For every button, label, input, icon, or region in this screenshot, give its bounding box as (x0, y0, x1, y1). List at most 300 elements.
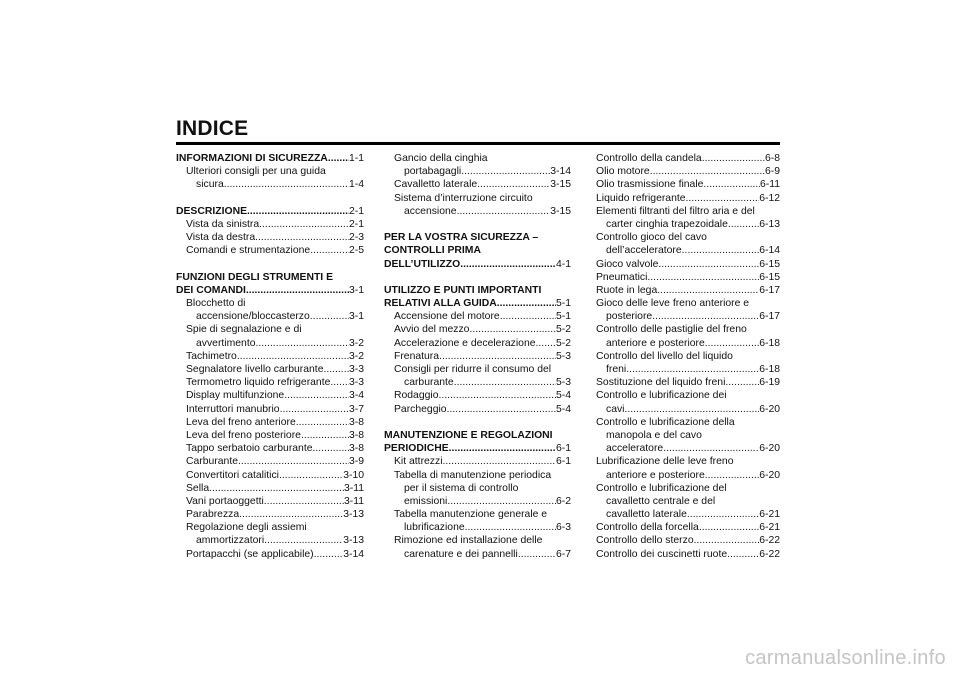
toc-entry-text: avvertimento (196, 337, 256, 349)
toc-section-heading (384, 429, 571, 442)
toc-entry-text: Display multifunzione (186, 390, 285, 402)
toc-entry (384, 152, 571, 165)
toc-page-number: 3-2 (348, 337, 364, 349)
toc-page-number: 3-3 (348, 377, 364, 389)
toc-entry (596, 244, 780, 257)
toc-entry-text: Gancio della cinghia (394, 153, 488, 164)
toc-entry-text: RELATIVI ALLA GUIDA (384, 298, 497, 310)
toc-entry (176, 508, 364, 521)
toc-entry-text: PERIODICHE (384, 443, 449, 455)
toc-leader-dots (209, 482, 344, 495)
toc-entry-text: Segnalatore livello carburante (186, 364, 324, 375)
toc-section-heading (384, 284, 571, 297)
toc-entry-text: freni (606, 364, 627, 375)
toc-entry (384, 310, 571, 323)
toc-entry (384, 323, 571, 336)
toc-spacer (176, 258, 364, 271)
toc-entry-text: Vista da sinistra (186, 218, 260, 230)
toc-entry (384, 178, 571, 191)
toc-page-number: 5-4 (555, 390, 571, 402)
toc-entry (176, 455, 364, 468)
toc-entry (176, 376, 364, 389)
toc-page-number: 6-12 (759, 192, 780, 204)
toc-page-number: 6-20 (759, 443, 780, 455)
toc-page-number: 6-13 (759, 218, 780, 230)
toc-entry-text: Frenatura (394, 350, 440, 362)
toc-page-number: 6-15 (759, 258, 780, 270)
toc-entry (596, 548, 780, 561)
toc-entry-text: Spie di segnalazione e di (186, 324, 302, 336)
toc-leader-dots (313, 442, 349, 455)
toc-leader-dots (461, 165, 550, 178)
toc-leader-dots (238, 455, 349, 468)
toc-leader-dots (725, 376, 759, 389)
toc-section-heading (176, 205, 364, 218)
toc-page-number: 6-1 (555, 443, 571, 455)
toc-page-number: 6-9 (764, 166, 780, 178)
toc-entry-text: Regolazione degli assiemi (186, 522, 307, 534)
toc-page-number: 3-11 (343, 495, 364, 507)
toc-entry (384, 192, 571, 205)
toc-page-number: 3-4 (348, 390, 364, 402)
toc-entry-text: Lubrificazione delle leve freno (596, 456, 734, 468)
toc-entry-text: Tachimetro (186, 350, 237, 362)
toc-entry (176, 310, 364, 323)
toc-entry (596, 337, 780, 350)
toc-entry (384, 389, 571, 402)
toc-entry (176, 442, 364, 455)
toc-page-number: 5-1 (555, 311, 571, 323)
toc-leader-dots (699, 521, 759, 534)
toc-page-number: 4-1 (555, 258, 571, 270)
toc-leader-dots (314, 548, 344, 561)
toc-entry (384, 337, 571, 350)
toc-page-number: 6-17 (759, 311, 780, 323)
toc-page-number: 5-3 (555, 377, 571, 389)
toc-leader-dots (330, 376, 349, 389)
toc-entry (384, 165, 571, 178)
toc-entry-text: Portapacchi (se applicabile) (186, 548, 314, 560)
toc-page-number: 3-14 (550, 166, 571, 178)
toc-entry-text: Elementi filtranti del filtro aria e del (596, 205, 755, 217)
toc-entry-text: posteriore (606, 311, 653, 323)
toc-entry (176, 389, 364, 402)
toc-entry-text: DEI COMANDI (176, 284, 246, 296)
toc-leader-dots (323, 363, 348, 376)
toc-column-1 (176, 152, 364, 561)
toc-page-number: 3-1 (348, 311, 364, 323)
toc-column-2 (384, 152, 571, 561)
toc-entry-text: Interruttori manubrio (186, 403, 280, 415)
toc-entry (176, 469, 364, 482)
toc-entry (596, 521, 780, 534)
toc-leader-dots (264, 534, 343, 547)
toc-page-number: 3-14 (343, 548, 364, 560)
toc-spacer (384, 218, 571, 231)
toc-page-number: 3-8 (348, 443, 364, 455)
toc-entry (596, 297, 780, 310)
toc-page-number: 2-1 (348, 205, 364, 217)
toc-entry (596, 469, 780, 482)
toc-leader-dots (439, 389, 556, 402)
toc-entry-text: emissioni (404, 495, 448, 507)
toc-page-number: 6-2 (555, 495, 571, 507)
toc-entry (384, 495, 571, 508)
toc-leader-dots (703, 178, 760, 191)
toc-entry (384, 376, 571, 389)
toc-leader-dots (728, 218, 759, 231)
toc-entry-text: Kit attrezzi (394, 456, 443, 468)
toc-leader-dots (264, 495, 344, 508)
toc-page-number: 3-15 (550, 205, 571, 217)
toc-section-heading (176, 284, 364, 297)
toc-section-heading (384, 442, 571, 455)
toc-page-number: 5-4 (555, 403, 571, 415)
toc-entry (384, 455, 571, 468)
toc-entry-text: Ruote in lega (596, 284, 658, 296)
toc-page-number: 3-1 (348, 284, 364, 296)
toc-entry (596, 218, 780, 231)
toc-entry (384, 521, 571, 534)
toc-entry-text: Termometro liquido refrigerante (186, 377, 331, 389)
toc-entry (176, 363, 364, 376)
toc-entry (596, 192, 780, 205)
toc-entry-text: anteriore e posteriore (606, 469, 705, 481)
toc-entry (176, 482, 364, 495)
toc-page-number: 3-9 (348, 456, 364, 468)
toc-leader-dots (310, 244, 349, 257)
toc-entry (384, 482, 571, 495)
toc-page-number: 2-1 (348, 218, 364, 230)
toc-entry-text: Sella (186, 482, 210, 494)
toc-entry (384, 534, 571, 547)
toc-leader-dots (457, 205, 551, 218)
toc-page-number: 5-2 (555, 324, 571, 336)
toc-leader-dots (460, 258, 556, 271)
toc-page-number: 3-11 (343, 482, 364, 494)
toc-entry-text: carenature e dei pannelli (404, 548, 518, 560)
toc-page-number: 3-13 (343, 509, 364, 521)
toc-entry-text: Controllo gioco del cavo (596, 232, 707, 244)
toc-leader-dots (663, 442, 759, 455)
toc-entry-text: accensione (404, 205, 457, 217)
toc-leader-dots (727, 548, 759, 561)
toc-entry-text: ammortizzatori (196, 535, 265, 547)
toc-entry-text: Olio motore (596, 166, 650, 178)
toc-leader-dots (449, 442, 556, 455)
toc-entry-text: Vani portaoggetti (186, 495, 264, 507)
toc-entry-text: Parcheggio (394, 403, 447, 415)
toc-page-number: 3-15 (550, 179, 571, 191)
toc-page-number: 3-7 (348, 403, 364, 415)
toc-entry (596, 376, 780, 389)
toc-entry (596, 310, 780, 323)
toc-entry-text: Blocchetto di (186, 298, 246, 310)
toc-entry (384, 469, 571, 482)
toc-entry (596, 455, 780, 468)
toc-page-number: 5-1 (555, 298, 571, 310)
toc-entry (176, 429, 364, 442)
toc-entry (176, 403, 364, 416)
toc-entry (176, 178, 364, 191)
toc-entry (176, 495, 364, 508)
toc-entry (596, 534, 780, 547)
toc-entry (384, 508, 571, 521)
toc-page-number: 6-21 (759, 522, 780, 534)
toc-leader-dots (454, 376, 556, 389)
toc-entry (596, 205, 780, 218)
toc-entry-text: Gioco delle leve freno anteriore e (596, 298, 750, 310)
toc-entry (176, 231, 364, 244)
toc-entry (596, 508, 780, 521)
toc-leader-dots (705, 469, 759, 482)
toc-entry-text: DELL’UTILIZZO (384, 258, 461, 270)
toc-entry-text: DESCRIZIONE (176, 205, 248, 217)
toc-page-number: 6-18 (759, 337, 780, 349)
toc-entry-text: Pneumatici (596, 271, 648, 283)
toc-leader-dots (469, 323, 556, 336)
toc-page-number: 6-17 (759, 284, 780, 296)
toc-entry-text: Consigli per ridurre il consumo del (394, 364, 552, 375)
toc-leader-dots (686, 192, 760, 205)
toc-page-number: 6-3 (555, 522, 571, 534)
toc-entry (176, 323, 364, 336)
toc-entry (596, 231, 780, 244)
toc-entry-text: acceleratore (606, 443, 664, 455)
toc-entry-text: Liquido refrigerante (596, 192, 686, 204)
toc-leader-dots (465, 521, 556, 534)
toc-entry (176, 350, 364, 363)
toc-leader-dots (705, 337, 759, 350)
toc-leader-dots (280, 403, 349, 416)
toc-page-number: 5-2 (555, 337, 571, 349)
toc-entry (176, 416, 364, 429)
toc-page-number: 6-11 (759, 179, 780, 191)
toc-entry (596, 178, 780, 191)
toc-entry (596, 416, 780, 429)
toc-leader-dots (652, 310, 759, 323)
toc-spacer (384, 416, 571, 429)
toc-entry-text: INFORMAZIONI DI SICUREZZA (176, 153, 328, 164)
toc-section-heading (176, 271, 364, 284)
toc-entry-text: Cavalletto laterale (394, 179, 478, 191)
toc-entry-text: Vista da destra (186, 232, 256, 244)
toc-leader-dots (447, 403, 556, 416)
toc-entry-text: Carburante (186, 456, 238, 468)
toc-entry-text: cavi (606, 403, 625, 415)
toc-entry (596, 363, 780, 376)
toc-page-number: 3-13 (343, 535, 364, 547)
toc-entry-text: Controllo della forcella (596, 522, 699, 534)
toc-entry (596, 165, 780, 178)
toc-entry-text: Sistema d’interruzione circuito (394, 192, 533, 204)
toc-leader-dots (624, 403, 759, 416)
toc-leader-dots (682, 244, 760, 257)
toc-entry (596, 442, 780, 455)
toc-section-heading (384, 231, 571, 244)
toc-entry-text: Controllo della candela (596, 153, 702, 164)
toc-entry-text: Sostituzione del liquido freni (596, 377, 726, 389)
toc-entry (596, 323, 780, 336)
toc-entry (596, 389, 780, 402)
page-title: INDICE (176, 117, 249, 140)
toc-leader-dots (259, 218, 349, 231)
toc-entry-text: Leva del freno posteriore (186, 429, 301, 441)
toc-leader-dots (246, 284, 349, 297)
toc-entry (176, 297, 364, 310)
toc-leader-dots (255, 231, 349, 244)
toc-page-number: 6-20 (759, 469, 780, 481)
toc-page-number: 6-18 (759, 364, 780, 375)
toc-leader-dots (500, 310, 556, 323)
toc-entry-text: Tabella manutenzione generale e (394, 509, 548, 521)
toc-entry-text: lubrificazione (404, 522, 465, 534)
toc-entry-text: anteriore e posteriore (606, 337, 705, 349)
toc-page-number: 6-14 (759, 245, 780, 257)
toc-leader-dots (328, 152, 349, 165)
toc-page-number: 2-3 (348, 232, 364, 244)
toc-leader-dots (255, 337, 348, 350)
toc-leader-dots (239, 508, 343, 521)
toc-entry (176, 337, 364, 350)
toc-page-number: 6-8 (764, 153, 780, 164)
toc-page-number: 6-22 (759, 535, 780, 547)
toc-entry-text: sicura (196, 179, 224, 191)
toc-section-heading (384, 258, 571, 271)
toc-entry-text: Rodaggio (394, 390, 439, 402)
toc-entry (596, 271, 780, 284)
toc-entry (176, 244, 364, 257)
toc-page-number: 6-15 (759, 271, 780, 283)
title-rule (176, 142, 780, 145)
toc-entry-text: Comandi e strumentazione (186, 245, 311, 257)
toc-entry-text: Controllo e lubrificazione dei (596, 390, 727, 402)
toc-entry (596, 284, 780, 297)
toc-entry (384, 363, 571, 376)
toc-entry-text: Controllo delle pastiglie del freno (596, 324, 747, 336)
toc-page-number: 2-5 (348, 245, 364, 257)
toc-page-number: 6-19 (759, 377, 780, 389)
toc-page-number: 1-1 (348, 153, 364, 164)
toc-entry-text: cavalletto laterale (606, 509, 687, 521)
toc-entry-text: dell’acceleratore (606, 245, 682, 257)
toc-page-number: 3-8 (348, 416, 364, 428)
toc-entry-text: carter cinghia trapezoidale (606, 218, 728, 230)
toc-entry (384, 205, 571, 218)
toc-page-number: 3-10 (343, 469, 364, 481)
toc-entry (176, 165, 364, 178)
toc-entry-text: accensione/bloccasterzo (196, 311, 310, 323)
toc-entry-text: Convertitori catalitici (186, 469, 279, 481)
toc-entry-text: Accensione del motore (394, 311, 500, 323)
toc-entry-text: Ulteriori consigli per una guida (186, 166, 326, 178)
toc-leader-dots (301, 429, 349, 442)
toc-section-heading (384, 297, 571, 310)
toc-entry-text: Rimozione ed installazione delle (394, 535, 543, 547)
toc-entry (384, 350, 571, 363)
toc-entry-text: UTILIZZO E PUNTI IMPORTANTI (384, 284, 542, 296)
toc-leader-dots (518, 548, 556, 561)
toc-entry-text: Parabrezza (186, 509, 240, 521)
toc-page-number: 3-2 (348, 350, 364, 362)
toc-leader-dots (310, 310, 349, 323)
toc-entry (176, 548, 364, 561)
toc-leader-dots (497, 297, 556, 310)
toc-entry (176, 534, 364, 547)
toc-leader-dots (694, 534, 760, 547)
toc-leader-dots (536, 337, 556, 350)
toc-page-number: 6-21 (759, 509, 780, 521)
toc-leader-dots (447, 495, 556, 508)
toc-entry-text: FUNZIONI DEGLI STRUMENTI E (176, 271, 334, 283)
toc-leader-dots (658, 258, 759, 271)
toc-leader-dots (224, 178, 349, 191)
toc-entry-text: Controllo del livello del liquido (596, 350, 733, 362)
toc-entry-text: PER LA VOSTRA SICUREZZA – (384, 232, 539, 244)
toc-entry (596, 482, 780, 495)
toc-entry-text: Leva del freno anteriore (186, 416, 296, 428)
toc-entry-text: portabagagli (404, 166, 462, 178)
toc-entry-text: Olio trasmissione finale (596, 179, 704, 191)
toc-page-number: 1-4 (348, 179, 364, 191)
toc-leader-dots (647, 271, 759, 284)
toc-entry-text: Gioco valvole (596, 258, 659, 270)
toc-leader-dots (237, 350, 349, 363)
toc-entry (596, 152, 780, 165)
toc-page-number: 3-3 (348, 364, 364, 375)
watermark: carmanualsonline.info (745, 647, 946, 669)
toc-entry (384, 548, 571, 561)
toc-entry-text: Tappo serbatoio carburante (186, 443, 313, 455)
toc-entry (176, 218, 364, 231)
toc-entry (596, 429, 780, 442)
toc-entry-text: Accelerazione e decelerazione (394, 337, 536, 349)
toc-leader-dots (626, 363, 759, 376)
toc-leader-dots (296, 416, 349, 429)
toc-leader-dots (657, 284, 759, 297)
toc-entry (596, 350, 780, 363)
toc-entry-text: MANUTENZIONE E REGOLAZIONI (384, 429, 553, 441)
toc-leader-dots (477, 178, 550, 191)
toc-entry (176, 521, 364, 534)
toc-entry (596, 403, 780, 416)
toc-entry-text: cavalletto centrale e del (606, 495, 716, 507)
toc-leader-dots (439, 350, 556, 363)
toc-entry (384, 403, 571, 416)
toc-entry-text: CONTROLLI PRIMA (384, 245, 481, 257)
toc-entry-text: Tabella di manutenzione periodica (394, 469, 552, 481)
toc-entry-text: manopola e del cavo (606, 429, 702, 441)
toc-leader-dots (650, 165, 765, 178)
toc-entry-text: per il sistema di controllo (404, 482, 519, 494)
toc-entry (596, 495, 780, 508)
toc-spacer (176, 192, 364, 205)
toc-entry-text: Controllo dei cuscinetti ruote (596, 548, 728, 560)
toc-page-number: 6-20 (759, 403, 780, 415)
toc-entry (596, 258, 780, 271)
toc-entry-text: Avvio del mezzo (394, 324, 470, 336)
toc-leader-dots (279, 469, 343, 482)
toc-leader-dots (687, 508, 759, 521)
toc-page-number: 6-22 (759, 548, 780, 560)
toc-page-number: 3-8 (348, 429, 364, 441)
toc-page-number: 5-3 (555, 350, 571, 362)
toc-column-3 (596, 152, 780, 561)
toc-entry-text: Controllo e lubrificazione del (596, 482, 727, 494)
toc-entry-text: carburante (404, 377, 454, 389)
toc-section-heading (384, 244, 571, 257)
toc-section-heading (176, 152, 364, 165)
